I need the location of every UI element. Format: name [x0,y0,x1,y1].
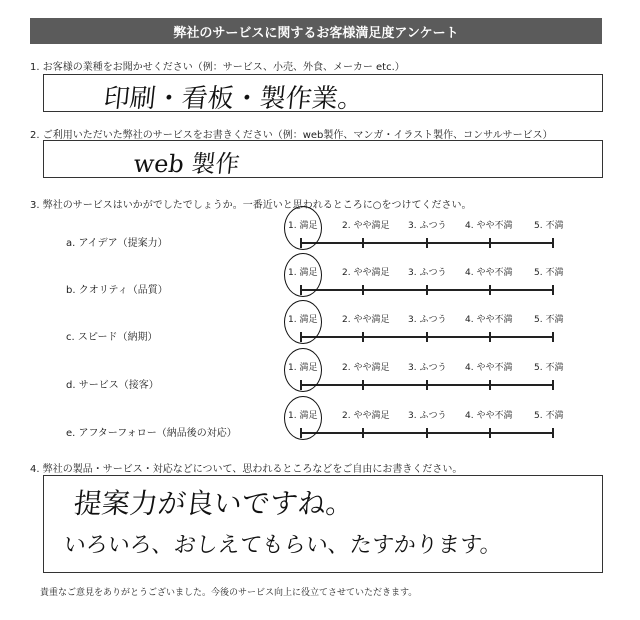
survey-title: 弊社のサービスに関するお客様満足度アンケート [30,18,602,44]
rating-option-label: 5. 不満 [534,221,564,231]
answer-1-text: 印刷・看板・製作業。 [102,84,366,114]
rating-option-label: 1. 満足 [288,315,318,325]
rating-option-label: 3. ふつう [408,411,447,421]
rating-option-label: 2. やや満足 [342,315,390,325]
rating-scale-tick[interactable] [426,285,428,295]
question-3: 3. 弊社のサービスはいかがでしたでしょうか。一番近いと思われるところに○をつけてください。 [30,200,472,211]
rating-scale-tick[interactable] [426,332,428,342]
rating-row-label: b. クオリティ（品質） [66,285,168,296]
rating-scale[interactable] [300,277,552,297]
answer-4-line-1: 提案力が良いですね。 [72,487,356,520]
rating-scale-tick[interactable] [426,380,428,390]
rating-option-label: 5. 不満 [534,315,564,325]
rating-option-label: 2. やや満足 [342,411,390,421]
rating-option-label: 3. ふつう [408,363,447,373]
rating-option-label: 4. やや不満 [465,363,513,373]
rating-option-label: 3. ふつう [408,221,447,231]
rating-option-label: 5. 不満 [534,411,564,421]
rating-scale-tick[interactable] [362,332,364,342]
rating-scale-tick[interactable] [362,238,364,248]
rating-scale[interactable] [300,230,552,250]
rating-option-label: 2. やや満足 [342,363,390,373]
rating-scale[interactable] [300,372,552,392]
answer-box-1[interactable] [43,74,603,112]
hand-drawn-selection-circle [284,396,322,440]
rating-scale[interactable] [300,324,552,344]
hand-drawn-selection-circle [284,253,322,297]
rating-option-label: 5. 不満 [534,268,564,278]
rating-option-label: 1. 満足 [288,268,318,278]
rating-scale-tick[interactable] [552,332,554,342]
rating-scale-tick[interactable] [489,285,491,295]
rating-scale-tick[interactable] [552,285,554,295]
rating-option-label: 4. やや不満 [465,221,513,231]
rating-option-label: 4. やや不満 [465,315,513,325]
question-1: 1. お客様の業種をお聞かせください（例：サービス、小売、外食、メーカー etc.） [30,62,405,73]
rating-scale-tick[interactable] [489,238,491,248]
rating-scale-tick[interactable] [552,428,554,438]
rating-scale-tick[interactable] [362,380,364,390]
question-4: 4. 弊社の製品・サービス・対応などについて、思われるところなどをご自由にお書きください。 [30,464,463,475]
rating-row-label: e. アフターフォロー（納品後の対応） [66,428,237,439]
rating-scale-tick[interactable] [489,380,491,390]
rating-scale-tick[interactable] [362,285,364,295]
hand-drawn-selection-circle [284,300,322,344]
rating-scale-tick[interactable] [489,428,491,438]
rating-option-label: 4. やや不満 [465,268,513,278]
answer-box-4[interactable] [43,475,603,573]
rating-scale-tick[interactable] [489,332,491,342]
rating-option-label: 3. ふつう [408,315,447,325]
answer-4-line-2: いろいろ、おしえてもらい、たすかります。 [62,533,504,558]
question-2: 2. ご利用いただいた弊社のサービスをお書きください（例：web製作、マンガ・イラスト製作、コンサルサービス） [30,130,553,141]
rating-row-label: a. アイデア（提案力） [66,238,168,249]
hand-drawn-selection-circle [284,348,322,392]
answer-2-text: web 製作 [132,150,241,178]
rating-option-label: 3. ふつう [408,268,447,278]
rating-option-label: 1. 満足 [288,363,318,373]
footer-thanks: 貴重なご意見をありがとうございました。今後のサービス向上に役立てさせていただきます。 [40,588,418,598]
rating-scale-tick[interactable] [362,428,364,438]
rating-option-label: 2. やや満足 [342,221,390,231]
hand-drawn-selection-circle [284,206,322,250]
rating-option-label: 4. やや不満 [465,411,513,421]
answer-box-2[interactable] [43,140,603,178]
rating-scale[interactable] [300,420,552,440]
rating-option-label: 2. やや満足 [342,268,390,278]
rating-scale-tick[interactable] [552,380,554,390]
rating-option-label: 1. 満足 [288,221,318,231]
rating-scale-tick[interactable] [552,238,554,248]
rating-option-label: 1. 満足 [288,411,318,421]
rating-scale-tick[interactable] [426,238,428,248]
rating-row-label: c. スピード（納期） [66,332,158,343]
rating-scale-tick[interactable] [426,428,428,438]
rating-option-label: 5. 不満 [534,363,564,373]
rating-row-label: d. サービス（接客） [66,380,159,391]
